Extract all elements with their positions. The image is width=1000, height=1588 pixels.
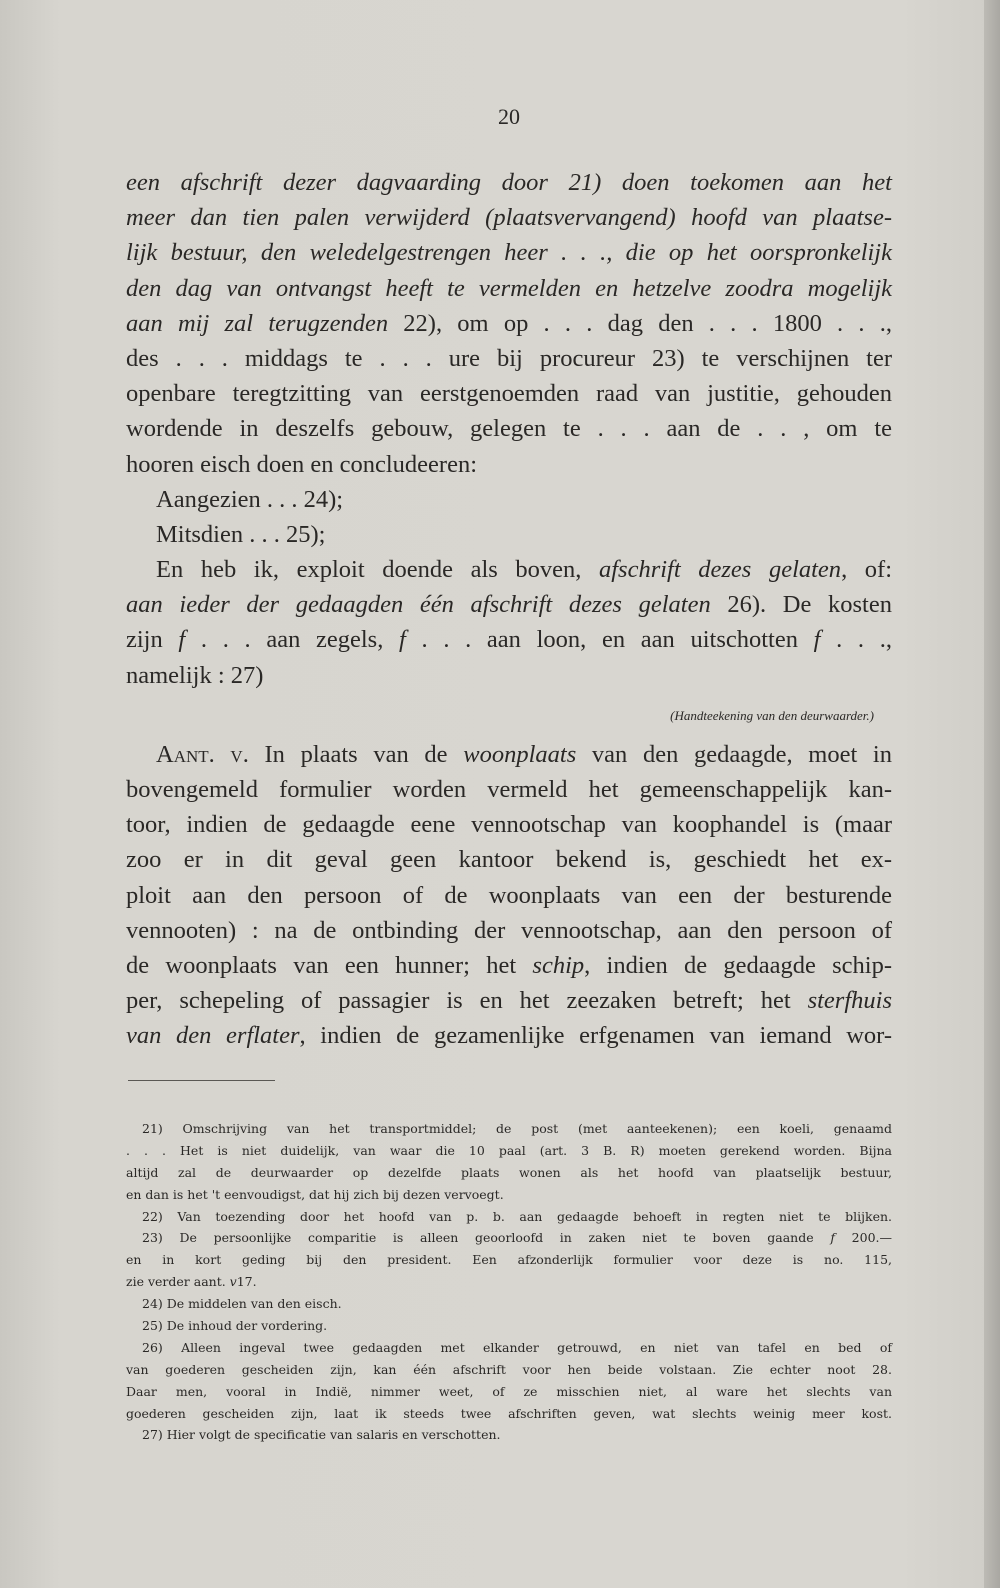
page-spine-shadow <box>984 0 1000 1588</box>
body-line <box>126 376 892 411</box>
text-segment: aan mij zal terugzenden <box>126 309 389 337</box>
text-segment: bovengemeld formulier worden vermeld het gemeenschappelijk kan- <box>126 776 892 803</box>
page-number: 20 <box>498 104 520 129</box>
text-segment: En heb ik, exploit doende als boven, <box>156 556 599 584</box>
formulier-text <box>126 165 892 693</box>
text-segment: woonplaats <box>463 740 577 768</box>
footnote-line <box>126 1140 892 1162</box>
text-segment: 26) Alleen ingeval twee gedaagden met elkander getrouwd, en niet van tafel en bed of <box>142 1339 892 1355</box>
aant-label: Aant. v. <box>156 740 249 768</box>
aant-line <box>126 983 892 1018</box>
text-segment: een afschrift dezer dagvaarding door 21) doen toekomen aan het <box>126 169 892 196</box>
body-line <box>126 200 892 235</box>
text-segment: sterfhuis <box>807 987 892 1015</box>
aant-line <box>126 737 892 772</box>
text-segment: zie verder aant. <box>126 1274 230 1290</box>
text-segment: en dan is het 't eenvoudigst, dat hij zich bij dezen vervoegt. <box>126 1186 504 1202</box>
text-segment: f <box>399 626 406 654</box>
text-segment: 24) De middelen van den eisch. <box>142 1296 342 1312</box>
text-segment: hooren eisch doen en concludeeren: <box>126 450 478 478</box>
text-segment: van den erflater <box>126 1022 300 1050</box>
body-line <box>126 622 892 657</box>
text-segment: Mitsdien . . . 25); <box>156 520 326 548</box>
text-segment: per, schepeling of passagier is en het zeezaken betreft; het <box>126 987 808 1015</box>
text-segment: de woonplaats van een hunner; het <box>126 951 533 979</box>
body-line <box>126 165 892 200</box>
footnote-line <box>126 1381 892 1403</box>
body-line <box>126 271 892 306</box>
footnote-line <box>126 1249 892 1271</box>
aant-line <box>126 772 892 807</box>
text-segment: en in kort geding bij den president. Een afzonderlijk formulier voor deze is no. 115, <box>126 1252 892 1268</box>
text-segment: altijd zal de deurwaarder op dezelfde plaats wonen als het hoofd van plaatselijk bestuur, <box>126 1164 892 1180</box>
text-segment: des . . . middags te . . . ure bij procureur 23) te verschijnen ter <box>126 344 892 372</box>
text-segment: v <box>229 1274 237 1290</box>
footnote-line <box>126 1162 892 1184</box>
footnote-line <box>126 1118 892 1140</box>
text-segment: afschrift dezes gelaten <box>599 556 842 584</box>
footnote-line <box>126 1184 892 1206</box>
text-segment: f <box>178 626 186 654</box>
text-segment: . . . Het is niet duidelijk, van waar die 10 paal (art. 3 B. R) moeten gerekend worden. Bijna <box>126 1142 892 1158</box>
text-segment: In plaats van de <box>248 740 464 768</box>
text-segment: . . ., <box>820 626 892 654</box>
text-segment: f <box>830 1230 835 1246</box>
body-line <box>126 517 892 552</box>
text-segment: toor, indien de gedaagde eene vennootschap van koophandel is (maar <box>126 811 892 839</box>
text-segment: openbare teregtzitting van eerstgenoemden raad van justitie, gehouden <box>126 380 892 408</box>
footnote-line <box>126 1403 892 1425</box>
footnote-line <box>126 1227 892 1249</box>
text-segment: 21) Omschrijving van het transportmiddel; de post (met aanteekenen); een koeli, genaamd <box>142 1121 892 1136</box>
aant-line <box>126 878 892 913</box>
aant-line <box>126 913 892 948</box>
text-segment: 23) De persoonlijke comparitie is alleen geoorloofd in zaken niet te boven gaande <box>142 1230 831 1246</box>
text-segment: 200.— <box>834 1230 892 1246</box>
text-segment: goederen gescheiden zijn, laat ik steeds twee afschriften geven, wat slechts weinig meer kost. <box>126 1405 892 1421</box>
body-line <box>126 587 892 622</box>
text-segment: , of: <box>841 556 893 584</box>
text-segment: Daar men, vooral in Indië, nimmer weet, of ze misschien niet, al ware het slechts van <box>126 1383 892 1399</box>
body-line <box>126 341 892 376</box>
text-segment: van den gedaagde, moet in <box>576 740 892 768</box>
body-line <box>126 658 892 693</box>
footnote-separator <box>128 1080 275 1081</box>
text-segment: , indien de gedaagde schip- <box>584 951 893 979</box>
text-segment: namelijk : 27) <box>126 661 264 689</box>
footnote-line <box>126 1293 892 1315</box>
aant-line <box>126 842 892 877</box>
text-segment: zijn <box>126 626 179 654</box>
text-segment: . . . aan loon, en aan uitschotten <box>405 626 814 654</box>
text-segment: Aangezien . . . 24); <box>156 485 344 513</box>
footnote-line <box>126 1424 892 1446</box>
text-segment: wordende in deszelfs gebouw, gelegen te . . . aan de . . , om te <box>126 415 892 443</box>
footnote-line <box>126 1315 892 1337</box>
body-line <box>126 411 892 446</box>
body-line <box>126 447 892 482</box>
main-text <box>126 165 892 1054</box>
text-segment: schip <box>532 951 585 979</box>
text-segment: van goederen gescheiden zijn, kan één afschrift voor hen beide volstaan. Zie echter noot 28. <box>126 1361 892 1377</box>
text-segment: 26). De kosten <box>710 591 892 619</box>
text-segment: 22) Van toezending door het hoofd van p. b. aan gedaagde behoeft in regten niet te blijken. <box>142 1208 892 1224</box>
text-segment: . . . aan zegels, <box>185 626 400 654</box>
aant-line <box>126 807 892 842</box>
footnote-line <box>126 1271 892 1293</box>
text-segment: den dag van ontvangst heeft te vermelden en hetzelve zoodra mogelijk <box>126 274 892 302</box>
footnote-line <box>126 1206 892 1228</box>
text-segment: lijk bestuur, den weledelgestrengen heer . . ., die op het oorspronkelijk <box>126 239 892 267</box>
body-line <box>126 306 892 341</box>
aant-line <box>126 948 892 983</box>
text-segment: , indien de gezamenlijke erfgenamen van iemand wor- <box>299 1022 892 1050</box>
body-line <box>126 235 892 270</box>
body-line <box>126 552 892 587</box>
footnote-line <box>126 1359 892 1381</box>
text-segment: f <box>813 626 821 654</box>
signature-line: (Handteekening van den deurwaarder.) <box>670 707 874 723</box>
text-segment: 25) De inhoud der vordering. <box>142 1318 328 1334</box>
text-segment: aan ieder der gedaagden één afschrift dezes gelaten <box>126 591 711 619</box>
text-segment: 17. <box>236 1274 257 1290</box>
text-segment: 27) Hier volgt de specificatie van salaris en verschotten. <box>142 1427 501 1443</box>
body-line <box>126 482 892 517</box>
footnote-line <box>126 1337 892 1359</box>
text-segment: vennooten) : na de ontbinding der vennootschap, aan den persoon of <box>126 916 892 944</box>
footnotes <box>126 1118 892 1446</box>
aantekening-paragraph <box>126 737 892 1054</box>
aant-line <box>126 1018 892 1053</box>
text-segment: ploit aan den persoon of de woonplaats van een der besturende <box>126 881 892 909</box>
text-segment: 22), om op . . . dag den . . . 1800 . . ., <box>388 309 893 337</box>
text-segment: meer dan tien palen verwijderd (plaatsvervangend) hoofd van plaatse- <box>126 204 892 232</box>
text-segment: zoo er in dit geval geen kantoor bekend is, geschiedt het ex- <box>126 846 892 874</box>
